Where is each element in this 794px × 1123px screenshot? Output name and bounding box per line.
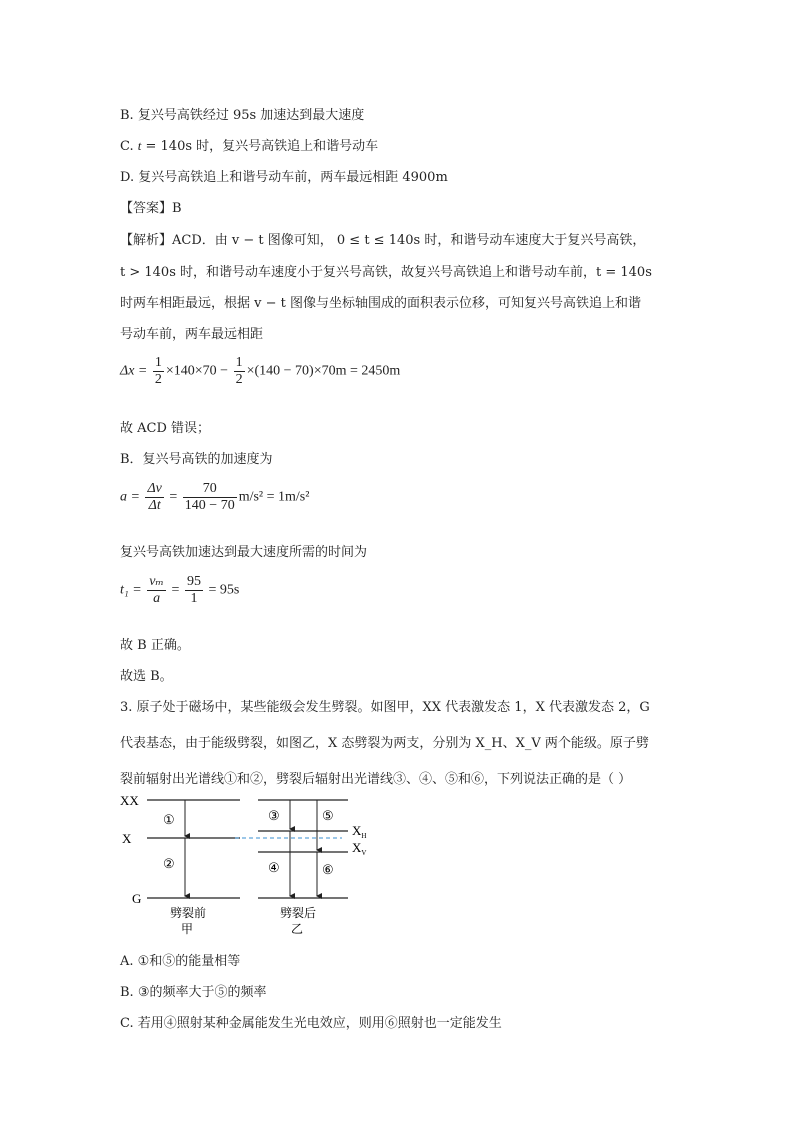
energy-level-diagram	[110, 790, 390, 940]
caption-right-2: 乙	[291, 922, 304, 936]
option-b: B. 复兴号高铁经过 95s 加速达到最大速度	[120, 108, 365, 123]
option-d: D. 复兴号高铁追上和谐号动车前，两车最远相距 4900m	[120, 170, 448, 185]
q3-option-a: A. ①和⑤的能量相等	[120, 954, 241, 969]
formula3-frac1-den: a	[147, 590, 166, 607]
analysis-label: 【解析】	[120, 233, 173, 248]
formula1-frac2	[234, 355, 245, 388]
formula3-frac1	[147, 574, 166, 607]
formula1-frac1-den: 2	[154, 372, 162, 387]
formula3-frac1-num: vₘ	[149, 574, 165, 589]
analysis-line-3: 时两车相距最远，根据 v − t 图像与坐标轴围成的面积表示位移，可知复兴号高铁追上和谐	[120, 296, 641, 311]
label-xv: $X_V$	[352, 840, 367, 857]
option-c-prefix: C.	[120, 139, 138, 154]
q3-line-3: 裂前辐射出光谱线①和②，劈裂后辐射出光谱线③、④、⑤和⑥，下列说法正确的是（ ）	[120, 772, 632, 787]
analysis-line-4: 号动车前，两车最远相距	[120, 327, 264, 342]
formula3-frac2	[185, 574, 203, 607]
transition-3-label: ③	[268, 808, 280, 823]
q3-option-c: C. 若用④照射某种金属能发生光电效应，则用⑥照射也一定能发生	[120, 1016, 502, 1031]
transition-5-label: ⑤	[322, 808, 334, 823]
formula1-mid: ×140×70 −	[165, 363, 229, 379]
formula2-frac1	[145, 481, 163, 514]
formula2-rest: m/s² = 1m/s²	[238, 489, 310, 505]
answer-line	[120, 197, 182, 216]
analysis-line-5: 故 ACD 错误；	[120, 421, 211, 436]
formula2-frac1-num: Δv	[147, 481, 162, 496]
answer-value: B	[172, 201, 182, 216]
formula2-frac1-den: Δt	[145, 497, 163, 514]
formula1-rest: ×(140 − 70)×70m = 2450m	[246, 363, 401, 379]
formula2-eq: =	[169, 489, 178, 505]
analysis-line-8: 故 B 正确。	[120, 638, 190, 653]
transition-6-label: ⑥	[322, 862, 334, 877]
formula2-frac2-den: 140 − 70	[184, 498, 235, 513]
formula1-frac2-num: 1	[235, 355, 243, 370]
formula1-frac2-den: 2	[235, 372, 243, 387]
caption-right-1: 劈裂后	[280, 906, 317, 920]
transition-2-label: ②	[163, 856, 175, 871]
label-xx: XX	[120, 793, 139, 808]
analysis-text-1: ACD．由 v − t 图像可知， 0 ≤ t ≤ 140s 时，和谐号动车速度大于复兴号高铁，	[172, 233, 646, 248]
formula3-frac2-den: 1	[185, 590, 203, 607]
label-xh: $X_H$	[352, 823, 367, 840]
option-c-var: t	[137, 138, 142, 153]
formula1-frac1	[153, 355, 164, 388]
option-c-rest: = 140s 时，复兴号高铁追上和谐号动车	[141, 139, 379, 154]
formula-displacement	[120, 355, 400, 388]
formula1-frac1-num: 1	[154, 355, 162, 370]
formula2-frac2	[183, 481, 237, 514]
formula3-eq: =	[171, 582, 180, 598]
formula2-lhs: a =	[120, 489, 140, 505]
caption-left-2: 甲	[181, 922, 194, 936]
formula1-lhs: Δx =	[120, 363, 148, 379]
analysis-line-9: 故选 B。	[120, 669, 173, 684]
transition-4-label: ④	[268, 860, 280, 875]
analysis-line-7: 复兴号高铁加速达到最大速度所需的时间为	[120, 545, 368, 560]
caption-left-1: 劈裂前	[170, 906, 207, 920]
formula3-lhs: t₁ =	[120, 582, 142, 598]
option-c	[120, 135, 378, 154]
formula3-frac2-num: 95	[186, 574, 201, 589]
q3-line-1: 3. 原子处于磁场中，某些能级会发生劈裂。如图甲，XX 代表激发态 1，X 代表激发态 2，G	[120, 700, 650, 715]
analysis-line-6: B．复兴号高铁的加速度为	[120, 452, 273, 467]
q3-option-b: B. ③的频率大于⑤的频率	[120, 985, 267, 1000]
transition-1-label: ①	[163, 812, 175, 827]
q3-line-2: 代表基态，由于能级劈裂，如图乙，X 态劈裂为两支，分别为 X_H、X_V 两个能级。原子劈	[120, 736, 649, 751]
formula3-rest: = 95s	[208, 582, 240, 598]
label-x: X	[122, 831, 132, 846]
analysis-line-2: t > 140s 时，和谐号动车速度小于复兴号高铁，故复兴号高铁追上和谐号动车前，t = 140s	[120, 265, 652, 280]
answer-label: 【答案】	[120, 201, 173, 216]
formula2-frac2-num: 70	[202, 481, 217, 496]
label-g: G	[132, 891, 142, 906]
formula-time	[120, 574, 239, 607]
formula-acceleration	[120, 481, 309, 514]
analysis-line-1	[120, 229, 645, 248]
